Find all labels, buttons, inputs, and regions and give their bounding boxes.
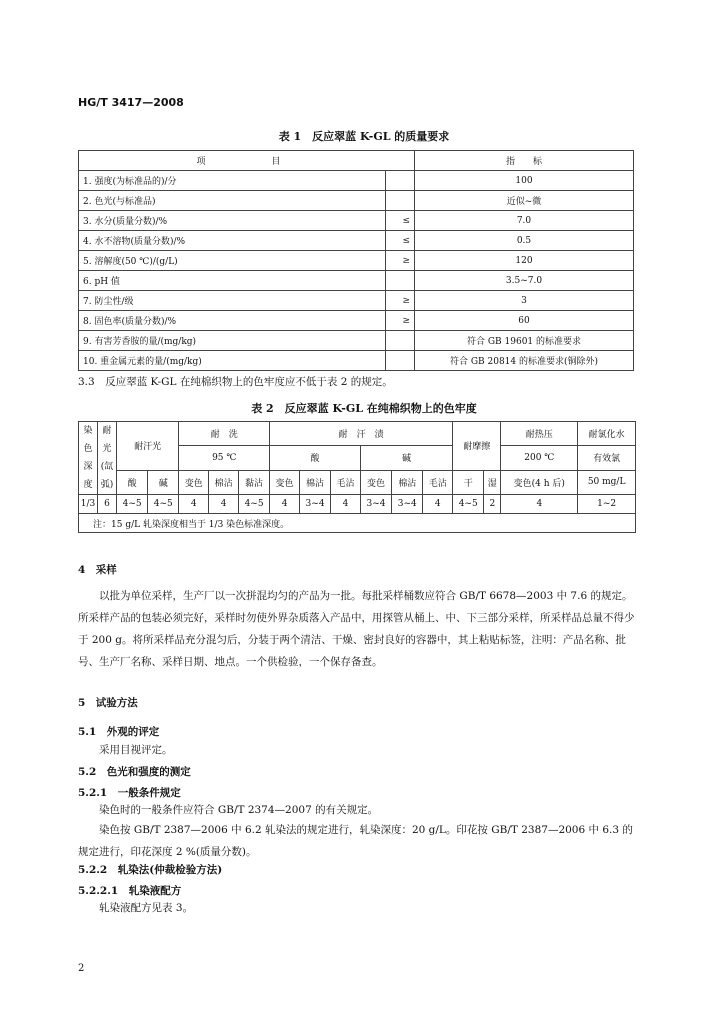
cell-item: 10. 重金属元素的量/(mg/kg)	[79, 351, 386, 371]
table-row	[79, 231, 634, 251]
sub-wet: 湿	[484, 470, 501, 494]
table-cell: 4	[501, 495, 578, 514]
table-cell: 3~4	[392, 495, 423, 514]
cell-item: 3. 水分(质量分数)/%	[79, 211, 386, 231]
cell-item: 6. pH 值	[79, 271, 386, 291]
cell-op: ≤	[386, 231, 415, 251]
header-heat-temp: 200 ℃	[501, 446, 578, 470]
header-chlorine: 耐氯化水	[578, 422, 636, 446]
table-cell: 4	[209, 495, 239, 514]
table-row	[79, 251, 634, 271]
sub-dry: 干	[453, 470, 484, 494]
cell-item: 2. 色光(与标准品)	[79, 191, 386, 211]
table-cell: 6	[98, 495, 117, 514]
cell-op	[386, 271, 415, 291]
table-cell: 4	[423, 495, 453, 514]
table-cell: 2	[484, 495, 501, 514]
header-light: 耐光(氙弧)	[98, 422, 117, 495]
color-fastness-table	[78, 421, 636, 533]
table-row	[79, 311, 634, 331]
header-perspiration: 耐 汗 渍	[270, 422, 453, 446]
section-5-2-heading: 5.2 色光和强度的测定	[78, 766, 191, 778]
table-header-row	[79, 470, 636, 494]
cell-value: 符合 GB 19601 的标准要求	[415, 331, 634, 351]
cell-value: 100	[415, 171, 634, 191]
table-row	[79, 171, 634, 191]
table-cell: 1/3	[79, 495, 98, 514]
header-sweat-light: 耐汗光	[117, 422, 179, 471]
section-5-2-2-1-text: 轧染液配方见表 3。	[99, 902, 194, 914]
sub-cotton: 棉沾	[392, 470, 423, 494]
cell-value: 7.0	[415, 211, 634, 231]
cell-value: 0.5	[415, 231, 634, 251]
header-alkali: 碱	[360, 446, 452, 470]
table-note-row	[79, 514, 636, 533]
table-row	[79, 271, 634, 291]
section-5-heading: 5 试验方法	[78, 697, 138, 709]
sub-heat-change: 变色(4 h 后)	[501, 470, 578, 494]
header-rub: 耐摩擦	[453, 422, 501, 471]
cell-item: 7. 防尘性/级	[79, 291, 386, 311]
table-cell: 4	[179, 495, 209, 514]
sub-change: 变色	[270, 470, 300, 494]
section-5-1-text: 采用目视评定。	[99, 744, 173, 756]
table-cell: 1~2	[578, 495, 636, 514]
cell-value: 60	[415, 311, 634, 331]
table2-title: 表 2 反应翠蓝 K-GL 在纯棉织物上的色牢度	[251, 402, 477, 415]
cell-item: 5. 溶解度(50 ℃)/(g/L)	[79, 251, 386, 271]
section-4-paragraph: 以批为单位采样，生产厂以一次拼混均匀的产品为一批。每批采样桶数应符合 GB/T 6678—2003 中 7.6 的规定。所采样产品的包装必须完好，采样时勿使外界杂质落入产品中，用探管从桶上、中、下三部分采样，所采样品总量不得少于 200 g。将所采样品充分混匀后，分装于两个清洁、干燥、密封良好的容器中，其上粘贴标签，注明：产品名称、批号、生产厂名称、采样日期、地点。一个供检验，一个保存备查。	[78, 590, 635, 668]
header-index: 指 标	[415, 151, 634, 171]
cell-op: ≥	[386, 291, 415, 311]
section-4-heading: 4 采样	[78, 564, 117, 576]
standard-number: HG/T 3417—2008	[78, 96, 184, 109]
table-cell: 4~5	[453, 495, 484, 514]
cell-op	[386, 331, 415, 351]
sub-alkali: 碱	[148, 470, 179, 494]
header-wash-temp: 95 ℃	[179, 446, 270, 470]
section-5-2-2-heading: 5.2.2 轧染法(仲裁检验方法)	[78, 864, 223, 876]
header-chlorine-conc: 有效氯	[578, 446, 636, 470]
cell-op: ≥	[386, 251, 415, 271]
table-cell: 3~4	[360, 495, 391, 514]
cell-op: ≤	[386, 211, 415, 231]
section-5-2-1-heading: 5.2.1 一般条件规定	[78, 787, 181, 799]
table-row	[79, 211, 634, 231]
cell-value: 近似~微	[415, 191, 634, 211]
table-cell: 4~5	[238, 495, 269, 514]
sub-viscose: 黏沾	[238, 470, 269, 494]
table-row	[79, 191, 634, 211]
sub-acid: 酸	[117, 470, 148, 494]
cell-item: 8. 固色率(质量分数)/%	[79, 311, 386, 331]
table-header-row	[79, 151, 634, 171]
cell-item: 4. 水不溶物(质量分数)/%	[79, 231, 386, 251]
cell-op	[386, 351, 415, 371]
sub-wool: 毛沾	[331, 470, 361, 494]
table-row	[79, 291, 634, 311]
sub-wool: 毛沾	[423, 470, 453, 494]
sub-change: 变色	[360, 470, 391, 494]
table-header-row	[79, 422, 636, 446]
header-depth: 染色深度	[79, 422, 98, 495]
table-cell: 4	[331, 495, 361, 514]
cell-item: 1. 强度(为标准品的)/分	[79, 171, 386, 191]
sub-change: 变色	[179, 470, 209, 494]
section-5-2-2-1-heading: 5.2.2.1 轧染液配方	[78, 885, 182, 897]
table-row	[79, 495, 636, 514]
cell-value: 120	[415, 251, 634, 271]
table-note: 注：15 g/L 轧染深度相当于 1/3 染色标准深度。	[79, 514, 636, 533]
table-cell: 3~4	[299, 495, 330, 514]
sub-chlorine-conc: 50 mg/L	[578, 470, 636, 494]
table-cell: 4	[270, 495, 300, 514]
table-row	[79, 351, 634, 371]
section-5-2-1-text1: 染色时的一般条件应符合 GB/T 2374—2007 的有关规定。	[99, 804, 379, 816]
page-number: 2	[78, 963, 85, 974]
header-acid: 酸	[270, 446, 361, 470]
cell-value: 3	[415, 291, 634, 311]
sub-cotton: 棉沾	[299, 470, 330, 494]
clause-3-3: 3.3 反应翠蓝 K-GL 在纯棉织物上的色牢度应不低于表 2 的规定。	[78, 376, 393, 388]
sub-cotton: 棉沾	[209, 470, 239, 494]
cell-value: 符合 GB 20814 的标准要求(铜除外)	[415, 351, 634, 371]
header-heat: 耐热压	[501, 422, 578, 446]
cell-op	[386, 191, 415, 211]
table-cell: 4~5	[148, 495, 179, 514]
quality-requirements-table	[78, 150, 634, 371]
table-row	[79, 331, 634, 351]
header-item: 项 目	[79, 151, 415, 171]
cell-op	[386, 171, 415, 191]
cell-op: ≥	[386, 311, 415, 331]
header-wash: 耐 洗	[179, 422, 270, 446]
cell-item: 9. 有害芳香胺的量/(mg/kg)	[79, 331, 386, 351]
section-5-1-heading: 5.1 外观的评定	[78, 726, 160, 738]
table-cell: 4~5	[117, 495, 148, 514]
cell-value: 3.5~7.0	[415, 271, 634, 291]
table1-title: 表 1 反应翠蓝 K-GL 的质量要求	[278, 130, 450, 143]
section-5-2-1-text2: 染色按 GB/T 2387—2006 中 6.2 轧染法的规定进行，轧染深度：20 g/L。印花按 GB/T 2387—2006 中 6.3 的规定进行，印花深度 2 %(质量分数)。	[78, 824, 633, 858]
